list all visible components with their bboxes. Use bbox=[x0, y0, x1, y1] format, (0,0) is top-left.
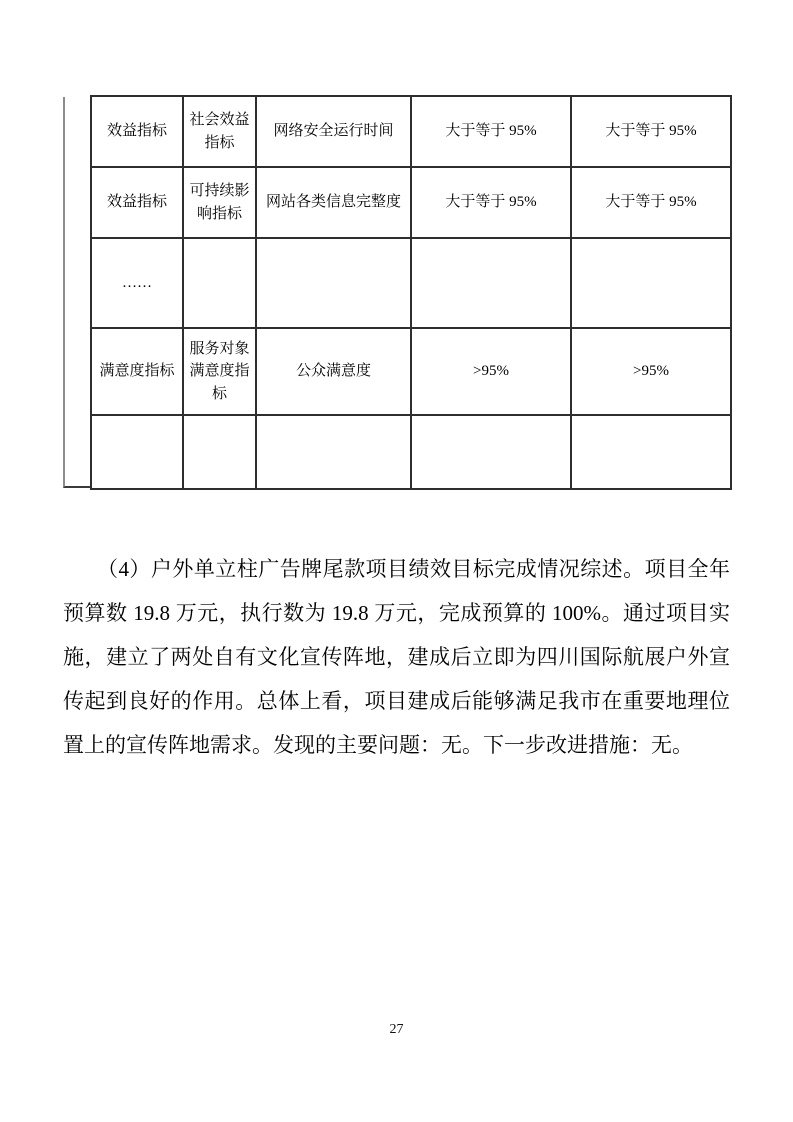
table-row bbox=[91, 328, 731, 415]
performance-indicator-table-area bbox=[63, 95, 730, 488]
table-row bbox=[91, 96, 731, 167]
table-cell bbox=[411, 415, 571, 489]
table-cell: >95% bbox=[571, 328, 731, 415]
table-row bbox=[91, 415, 731, 489]
paragraph-line: （4）户外单立柱广告牌尾款项目绩效目标完成情况综述。项目全年 bbox=[97, 557, 730, 581]
table-cell bbox=[256, 415, 411, 489]
table-cell: 公众满意度 bbox=[256, 328, 411, 415]
table-cell: >95% bbox=[411, 328, 571, 415]
table-cell: 社会效益指标 bbox=[183, 96, 256, 167]
table-cell: 满意度指标 bbox=[91, 328, 183, 415]
table-cell: 大于等于 95% bbox=[411, 96, 571, 167]
page-number: 27 bbox=[389, 1022, 404, 1037]
table-cell: 大于等于 95% bbox=[411, 167, 571, 238]
table-cell bbox=[571, 238, 731, 328]
table-cell bbox=[571, 415, 731, 489]
performance-indicator-table bbox=[90, 95, 732, 490]
table-cell bbox=[183, 415, 256, 489]
table-left-continuation-column bbox=[63, 97, 90, 488]
table-cell: 大于等于 95% bbox=[571, 96, 731, 167]
table-row bbox=[91, 238, 731, 328]
table-cell bbox=[183, 238, 256, 328]
table-cell bbox=[411, 238, 571, 328]
table-cell: 服务对象满意度指标 bbox=[183, 328, 256, 415]
table-cell bbox=[256, 238, 411, 328]
paragraph-line: 传起到良好的作用。总体上看，项目建成后能够满足我市在重要地理位 bbox=[63, 689, 730, 713]
table-cell bbox=[91, 415, 183, 489]
table-row bbox=[91, 167, 731, 238]
table-cell: 效益指标 bbox=[91, 167, 183, 238]
table-cell: 网站各类信息完整度 bbox=[256, 167, 411, 238]
paragraph-line: 预算数 19.8 万元，执行数为 19.8 万元，完成预算的 100%。通过项目实 bbox=[63, 601, 730, 625]
table-cell: 网络安全运行时间 bbox=[256, 96, 411, 167]
table-cell: 大于等于 95% bbox=[571, 167, 731, 238]
table-cell: …… bbox=[91, 238, 183, 328]
body-paragraph bbox=[63, 547, 730, 767]
paragraph-line: 施，建立了两处自有文化宣传阵地，建成后立即为四川国际航展户外宣 bbox=[63, 645, 730, 669]
table-cell: 效益指标 bbox=[91, 96, 183, 167]
paragraph-line: 置上的宣传阵地需求。发现的主要问题：无。下一步改进措施：无。 bbox=[63, 733, 693, 757]
table-cell: 可持续影响指标 bbox=[183, 167, 256, 238]
